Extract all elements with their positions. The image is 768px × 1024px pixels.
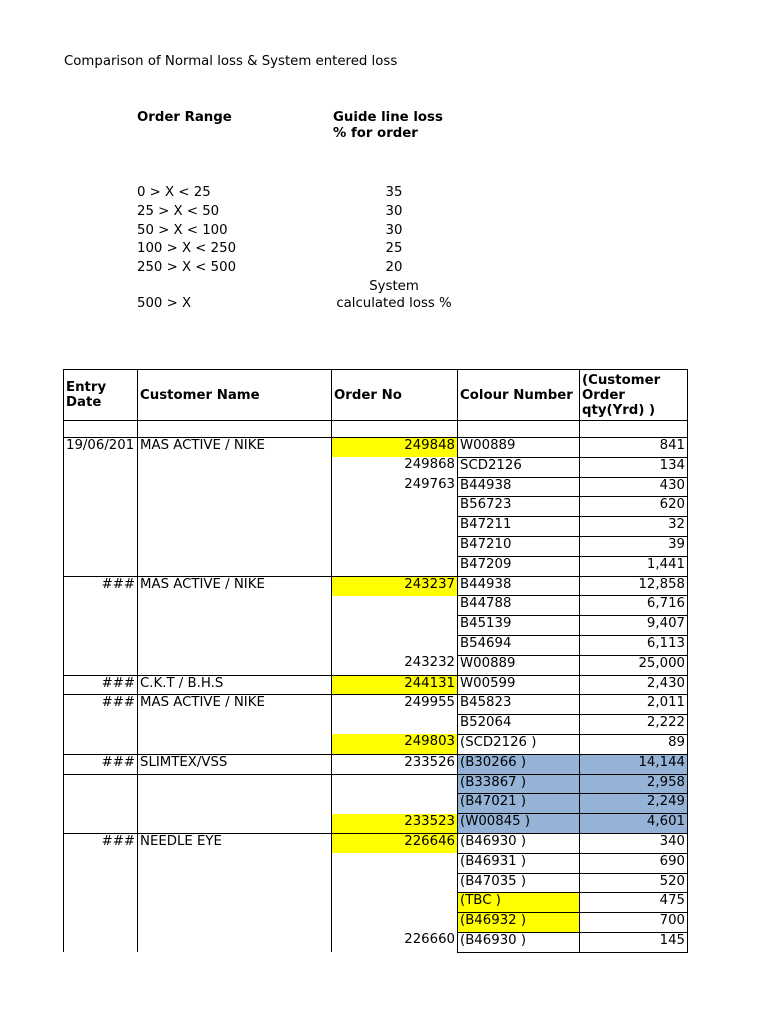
colour-number-cell: B56723 [458, 497, 580, 517]
qty-cell: 2,249 [580, 794, 688, 814]
order-no-header: Order No [332, 370, 458, 421]
order-no-cell: 249848 [332, 438, 458, 458]
guide-loss-header-line2: % for order [333, 126, 418, 141]
loss-cell: 20 [385, 260, 403, 275]
table-row [64, 497, 688, 517]
customer-name-cell [138, 913, 332, 933]
order-no-cell [332, 635, 458, 655]
qty-cell: 14,144 [580, 754, 688, 774]
customer-name-cell: MAS ACTIVE / NIKE [138, 438, 332, 458]
customer-name-cell [138, 814, 332, 834]
table-row [64, 715, 688, 735]
entry-date-cell [64, 814, 138, 834]
table-row [64, 536, 688, 556]
entry-date-cell [64, 616, 138, 636]
entry-date-cell [64, 457, 138, 477]
table-row [64, 794, 688, 814]
qty-cell: 690 [580, 853, 688, 873]
entry-date-cell [64, 517, 138, 537]
table-row [64, 853, 688, 873]
order-no-cell: 249803 [332, 734, 458, 754]
colour-number-cell: (B30266 ) [458, 754, 580, 774]
colour-number-cell: W00889 [458, 438, 580, 458]
colour-number-cell: B45139 [458, 616, 580, 636]
colour-number-cell: B44938 [458, 576, 580, 596]
order-range-header: Order Range [137, 110, 232, 125]
colour-number-cell: B47211 [458, 517, 580, 537]
order-no-cell [332, 853, 458, 873]
table-row [64, 814, 688, 834]
range-cell: 0 > X < 25 [137, 185, 211, 200]
colour-number-cell: W00889 [458, 655, 580, 675]
table-row [64, 477, 688, 497]
order-no-cell [332, 497, 458, 517]
colour-number-cell: B47210 [458, 536, 580, 556]
customer-name-cell [138, 932, 332, 952]
range-cell: 25 > X < 50 [137, 204, 220, 219]
colour-number-cell: B44788 [458, 596, 580, 616]
loss-cell: 30 [385, 204, 403, 219]
colour-number-cell: B54694 [458, 635, 580, 655]
table-row [64, 438, 688, 458]
entry-date-cell [64, 596, 138, 616]
colour-number-cell: B45823 [458, 695, 580, 715]
qty-cell: 620 [580, 497, 688, 517]
order-no-cell [332, 536, 458, 556]
customer-name-cell [138, 517, 332, 537]
qty-cell: 520 [580, 873, 688, 893]
order-no-cell [332, 913, 458, 933]
order-no-cell: 226660 [332, 932, 458, 952]
entry-date-cell [64, 477, 138, 497]
order-no-cell: 226646 [332, 833, 458, 853]
order-no-cell [332, 893, 458, 913]
spacer-cell [332, 421, 458, 438]
colour-number-cell: (B47035 ) [458, 873, 580, 893]
qty-cell: 4,601 [580, 814, 688, 834]
page-title: Comparison of Normal loss & System entered loss [64, 54, 398, 69]
table-row [64, 893, 688, 913]
customer-name-cell: SLIMTEX/VSS [138, 754, 332, 774]
order-no-cell [332, 715, 458, 735]
table-row [64, 913, 688, 933]
qty-cell: 9,407 [580, 616, 688, 636]
colour-number-cell: (TBC ) [458, 893, 580, 913]
qty-cell: 25,000 [580, 655, 688, 675]
range-cell: 250 > X < 500 [137, 260, 237, 275]
colour-number-cell: (B46931 ) [458, 853, 580, 873]
table-header-row [64, 370, 688, 421]
entry-date-cell: ### [64, 754, 138, 774]
entry-date-cell: ### [64, 695, 138, 715]
colour-number-cell: B44938 [458, 477, 580, 497]
colour-number-header: Colour Number [458, 370, 580, 421]
entry-date-cell [64, 536, 138, 556]
qty-cell: 6,113 [580, 635, 688, 655]
loss-cell: 35 [385, 185, 403, 200]
qty-cell: 39 [580, 536, 688, 556]
customer-name-cell [138, 893, 332, 913]
colour-number-cell: (SCD2126 ) [458, 734, 580, 754]
order-no-cell [332, 616, 458, 636]
entry-date-cell: ### [64, 576, 138, 596]
customer-name-cell: NEEDLE EYE [138, 833, 332, 853]
spacer-cell [138, 421, 332, 438]
range-cell: 100 > X < 250 [137, 241, 237, 256]
colour-number-cell: B47209 [458, 556, 580, 576]
qty-cell: 340 [580, 833, 688, 853]
order-no-cell [332, 556, 458, 576]
colour-number-cell: (B46932 ) [458, 913, 580, 933]
table-row [64, 556, 688, 576]
entry-date-cell [64, 853, 138, 873]
order-no-cell [332, 774, 458, 794]
entry-date-cell [64, 556, 138, 576]
table-row [64, 457, 688, 477]
entry-date-cell [64, 635, 138, 655]
qty-cell: 12,858 [580, 576, 688, 596]
range-cell: 500 > X [137, 296, 192, 311]
customer-name-cell: MAS ACTIVE / NIKE [138, 695, 332, 715]
table-row [64, 616, 688, 636]
spacer-cell [64, 421, 138, 438]
customer-name-cell [138, 774, 332, 794]
spacer-row [64, 421, 688, 438]
entry-date-cell: ### [64, 675, 138, 695]
customer-name-cell: C.K.T / B.H.S [138, 675, 332, 695]
entry-date-cell [64, 913, 138, 933]
customer-name-cell [138, 457, 332, 477]
order-no-cell: 243237 [332, 576, 458, 596]
qty-header: (Customer Order qty(Yrd) ) [580, 370, 688, 421]
colour-number-cell: SCD2126 [458, 457, 580, 477]
qty-cell: 2,222 [580, 715, 688, 735]
table-row [64, 873, 688, 893]
table-row [64, 517, 688, 537]
customer-name-cell [138, 635, 332, 655]
system-note-line2: calculated loss % [336, 296, 452, 311]
table-row [64, 734, 688, 754]
colour-number-cell: (W00845 ) [458, 814, 580, 834]
colour-number-cell: (B33867 ) [458, 774, 580, 794]
entry-date-cell [64, 794, 138, 814]
qty-cell: 89 [580, 734, 688, 754]
customer-name-cell [138, 853, 332, 873]
entry-date-cell [64, 497, 138, 517]
order-no-cell: 233523 [332, 814, 458, 834]
range-cell: 50 > X < 100 [137, 223, 228, 238]
order-no-cell [332, 873, 458, 893]
entry-date-cell [64, 655, 138, 675]
loss-table [63, 369, 688, 953]
customer-name-cell [138, 734, 332, 754]
loss-cell: 30 [385, 223, 403, 238]
customer-name-cell: MAS ACTIVE / NIKE [138, 576, 332, 596]
customer-name-cell [138, 536, 332, 556]
customer-name-cell [138, 616, 332, 636]
table-row [64, 576, 688, 596]
colour-number-cell: (B46930 ) [458, 932, 580, 952]
entry-date-cell: 19/06/201 [64, 438, 138, 458]
table-row [64, 655, 688, 675]
qty-cell: 430 [580, 477, 688, 497]
order-no-cell: 243232 [332, 655, 458, 675]
order-no-cell [332, 596, 458, 616]
table-row [64, 774, 688, 794]
table-row [64, 635, 688, 655]
customer-name-cell [138, 556, 332, 576]
table-row [64, 932, 688, 952]
entry-date-cell [64, 873, 138, 893]
qty-cell: 134 [580, 457, 688, 477]
table-row [64, 695, 688, 715]
customer-name-header: Customer Name [138, 370, 332, 421]
entry-date-cell: ### [64, 833, 138, 853]
table-row [64, 754, 688, 774]
customer-name-cell [138, 873, 332, 893]
qty-cell: 2,011 [580, 695, 688, 715]
qty-cell: 1,441 [580, 556, 688, 576]
loss-cell: 25 [385, 241, 403, 256]
entry-date-cell [64, 932, 138, 952]
order-no-cell: 233526 [332, 754, 458, 774]
customer-name-cell [138, 497, 332, 517]
entry-date-cell [64, 893, 138, 913]
order-no-cell: 249763 [332, 477, 458, 497]
entry-date-cell [64, 734, 138, 754]
table-row [64, 833, 688, 853]
qty-cell: 700 [580, 913, 688, 933]
colour-number-cell: W00599 [458, 675, 580, 695]
qty-cell: 841 [580, 438, 688, 458]
qty-cell: 475 [580, 893, 688, 913]
order-no-cell: 244131 [332, 675, 458, 695]
spacer-cell [580, 421, 688, 438]
guide-loss-header-line1: Guide line loss [333, 110, 443, 125]
entry-date-cell [64, 715, 138, 735]
customer-name-cell [138, 596, 332, 616]
order-no-cell [332, 517, 458, 537]
qty-cell: 145 [580, 932, 688, 952]
table-row [64, 596, 688, 616]
qty-cell: 6,716 [580, 596, 688, 616]
customer-name-cell [138, 794, 332, 814]
customer-name-cell [138, 715, 332, 735]
order-no-cell: 249955 [332, 695, 458, 715]
colour-number-cell: (B46930 ) [458, 833, 580, 853]
entry-date-header: Entry Date [64, 370, 138, 421]
qty-cell: 2,430 [580, 675, 688, 695]
qty-cell: 32 [580, 517, 688, 537]
customer-name-cell [138, 477, 332, 497]
entry-date-cell [64, 774, 138, 794]
order-no-cell [332, 794, 458, 814]
system-note-line1: System [369, 279, 419, 294]
colour-number-cell: B52064 [458, 715, 580, 735]
spacer-cell [458, 421, 580, 438]
table-row [64, 675, 688, 695]
order-no-cell: 249868 [332, 457, 458, 477]
customer-name-cell [138, 655, 332, 675]
colour-number-cell: (B47021 ) [458, 794, 580, 814]
qty-cell: 2,958 [580, 774, 688, 794]
